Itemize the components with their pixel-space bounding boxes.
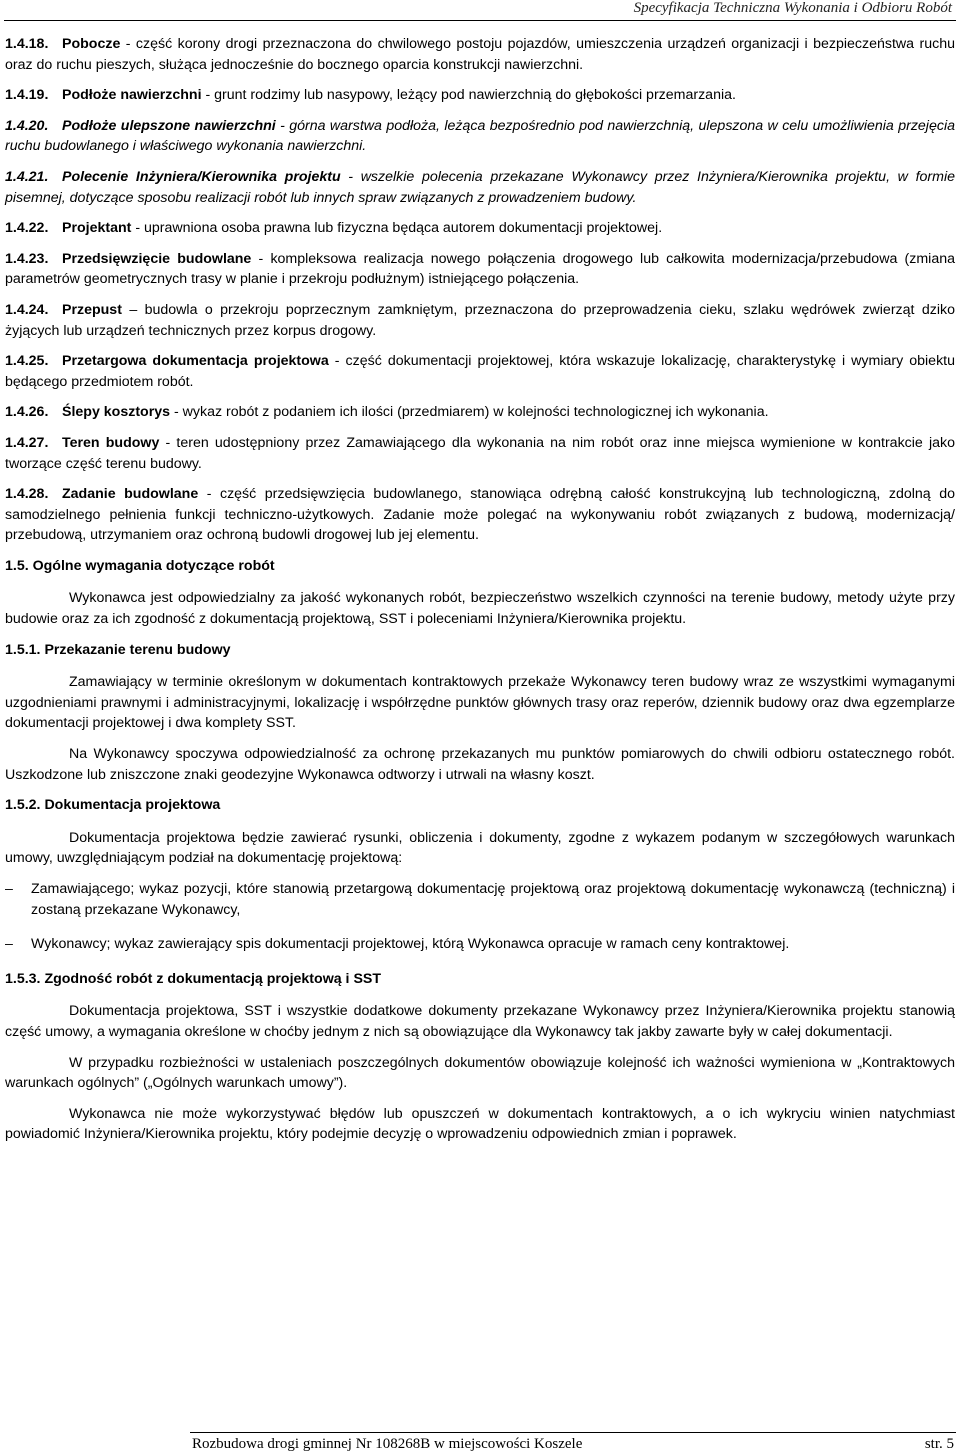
definition-number: 1.4.20.: [5, 117, 49, 134]
page-footer: [192, 1436, 954, 1453]
paragraph: Dokumentacja projektowa, SST i wszystkie dodatkowe dokumenty przekazane Wykonawcy przez Inżyniera/Kierownika projektu stanowią część umowy, a wymagania określone w choćby jednym z nich są obowiązujące dla Wykonawcy tak jakby zawarte były w całej dokumentacji.: [5, 1003, 955, 1040]
paragraph: Dokumentacja projektowa będzie zawierać rysunki, obliczenia i dokumenty, zgodne z wykazem podanym w szczegółowych warunkach umowy, uwzględniającym podział na dokumentację projektową:: [5, 829, 955, 867]
definition-term: Projektant: [62, 220, 132, 237]
definition-text: - wykaz robót z podaniem ich ilości (przedmiarem) w kolejności technologicznej ich wykonania.: [170, 404, 769, 421]
definition-number: 1.4.24.: [5, 301, 49, 318]
definition-1-4-27: [5, 433, 955, 474]
definition-number: 1.4.25.: [5, 353, 49, 370]
definition-term: Pobocze: [62, 36, 121, 52]
paragraph: W przypadku rozbieżności w ustaleniach poszczególnych dokumentów obowiązuje kolejność ich ważności wymieniona w „Kontraktowych warunkach ogólnych” („Ogólnych warunkach umowy”).: [5, 1054, 955, 1092]
header-divider: [4, 20, 956, 21]
list-item-text: Wykonawcy; wykaz zawierający spis dokumentacji projektowej, którą Wykonawca opracuje w ramach ceny kontraktowej.: [31, 936, 790, 953]
definition-term: Przedsięwzięcie budowlane: [62, 250, 252, 267]
definition-1-4-20: [5, 116, 955, 157]
definition-number: 1.4.28.: [5, 486, 49, 503]
definition-number: 1.4.23.: [5, 250, 49, 267]
definition-1-4-26: [5, 402, 955, 423]
section-heading-1-5-3: 1.5.3. Zgodność robót z dokumentacją projektową i SST: [5, 970, 382, 987]
definition-term: Polecenie Inżyniera/Kierownika projektu: [62, 168, 341, 185]
definition-term: Przepust: [62, 301, 122, 318]
footer-divider: [190, 1432, 956, 1433]
definition-text: - uprawniona osoba prawna lub fizyczna będąca autorem dokumentacji projektowej.: [131, 220, 663, 237]
definition-text: - grunt rodzimy lub nasypowy, leżący pod nawierzchnią do głębokości przemarzania.: [201, 87, 736, 104]
definition-1-4-28: [5, 484, 955, 546]
definition-term: Podłoże nawierzchni: [62, 87, 202, 104]
definition-text: - część przedsięwzięcia budowlanego, stanowiąca odrębną całość konstrukcyjną lub technologiczną, zdolną do samodzielnego pełnienia funkcji techniczno-użytkowych. Zadanie może polegać na wykonywaniu robót związanych z budową, modernizacją/ przebudową, utrzymaniem oraz ochroną budowli drogowej lub jej elementu.: [5, 486, 955, 544]
definition-number: 1.4.22.: [5, 220, 49, 237]
definition-text: - górna warstwa podłoża, leżąca bezpośrednio pod nawierzchnią, ulepszona w celu umożliwienia przejęcia ruchu budowlanego i właściwego wykonania nawierzchni.: [5, 117, 955, 155]
dash-bullet: –: [5, 881, 13, 897]
paragraph: Wykonawca jest odpowiedzialny za jakość wykonanych robót, bezpieczeństwo wszelkich czynności na terenie budowy, metody użyte przy budowie oraz za ich zgodność z dokumentacją projektową, SST i poleceniami Inżyniera/Kierownika projektu.: [5, 590, 955, 628]
section-heading-1-5-1: 1.5.1. Przekazanie terenu budowy: [5, 641, 231, 658]
list-item: [5, 934, 955, 955]
paragraph: Na Wykonawcy spoczywa odpowiedzialność za ochronę przekazanych mu punktów pomiarowych do chwili odbioru ostatecznego robót. Uszkodzone lub zniszczone znaki geodezyjne Wykonawca odtworzy i utrwali na własny koszt.: [5, 746, 955, 783]
paragraph: Wykonawca nie może wykorzystywać błędów lub opuszczeń w dokumentach kontraktowych, a o ich wykryciu winien natychmiast powiadomić Inżyniera/Kierownika projektu, który podejmie decyzję o wprowadzeniu odpowiednich zmian i poprawek.: [5, 1105, 955, 1143]
definition-1-4-22: [5, 218, 955, 239]
definition-1-4-24: [5, 300, 955, 341]
definition-term: Ślepy kosztorys: [62, 404, 171, 421]
definition-number: 1.4.26.: [5, 404, 49, 421]
definition-term: Podłoże ulepszone nawierzchni: [62, 117, 276, 134]
page-number: str. 5: [924, 1436, 954, 1452]
definition-term: Przetargowa dokumentacja projektowa: [62, 353, 329, 370]
definition-text: - wszelkie polecenia przekazane Wykonawcy przez Inżyniera/Kierownika projektu, w formie pisemnej, dotyczące sposobu realizacji robót lub innych spraw związanych z prowadzeniem budowy.: [5, 168, 955, 206]
dash-bullet: –: [5, 936, 13, 953]
page-header: Specyfikacja Techniczna Wykonania i Odbioru Robót: [633, 0, 952, 16]
definition-1-4-18: [5, 34, 955, 75]
definition-text: - część dokumentacji projektowej, która wskazuje lokalizację, charakterystykę i wymiary obiektu będącego przedmiotem robót.: [5, 353, 955, 390]
definition-term: Zadanie budowlane: [62, 486, 199, 503]
definition-1-4-21: [5, 167, 955, 208]
footer-title: Rozbudowa drogi gminnej Nr 108268B w miejscowości Koszele: [192, 1436, 583, 1452]
document-body: [5, 34, 955, 1155]
definition-number: 1.4.27.: [5, 434, 49, 451]
definition-text: - teren udostępniony przez Zamawiającego dla wykonania na nim robót oraz inne miejsca wymienione w kontrakcie jako tworzące część terenu budowy.: [5, 434, 955, 472]
definition-text: – budowla o przekroju poprzecznym zamkniętym, przeznaczona do przeprowadzenia cieku, szlaku wędrówek zwierząt dziko żyjących lub urządzeń technicznych przez korpus drogowy.: [5, 301, 955, 339]
definition-number: 1.4.18.: [5, 36, 49, 52]
section-heading-1-5-2: 1.5.2. Dokumentacja projektowa: [5, 797, 221, 814]
section-heading-1-5: 1.5. Ogólne wymagania dotyczące robót: [5, 557, 275, 574]
definition-1-4-25: [5, 351, 955, 392]
definition-1-4-23: [5, 249, 955, 290]
definition-text: - część korony drogi przeznaczona do chwilowego postoju pojazdów, umieszczenia urządzeń organizacji i bezpieczeństwa ruchu oraz do ruchu pieszych, służąca jednocześnie do bocznego oparcia konstrukcji nawierzchni.: [5, 36, 955, 73]
definition-number: 1.4.19.: [5, 87, 49, 104]
definition-text: - kompleksowa realizacja nowego połączenia drogowego lub całkowita modernizacja/przebudowa (zmiana parametrów geometrycznych trasy w planie i przekroju podłużnym) istniejącego połączenia.: [5, 250, 955, 288]
list-item-text: Zamawiającego; wykaz pozycji, które stanowią przetargową dokumentację projektową oraz projektową dokumentację wykonawczą (techniczną) i zostaną przekazane Wykonawcy,: [31, 881, 955, 918]
list-item: [5, 879, 955, 920]
definition-term: Teren budowy: [62, 434, 160, 451]
definition-1-4-19: [5, 85, 955, 106]
paragraph: Zamawiający w terminie określonym w dokumentach kontraktowych przekaże Wykonawcy teren budowy wraz ze wszystkimi wymaganymi uzgodnieniami prawnymi i administracyjnymi, lokalizację i współrzędne punktów głównych trasy oraz reperów, dziennik budowy oraz dwa egzemplarze dokumentacji projektowej i dwa komplety SST.: [5, 674, 955, 732]
definition-number: 1.4.21.: [5, 168, 49, 185]
